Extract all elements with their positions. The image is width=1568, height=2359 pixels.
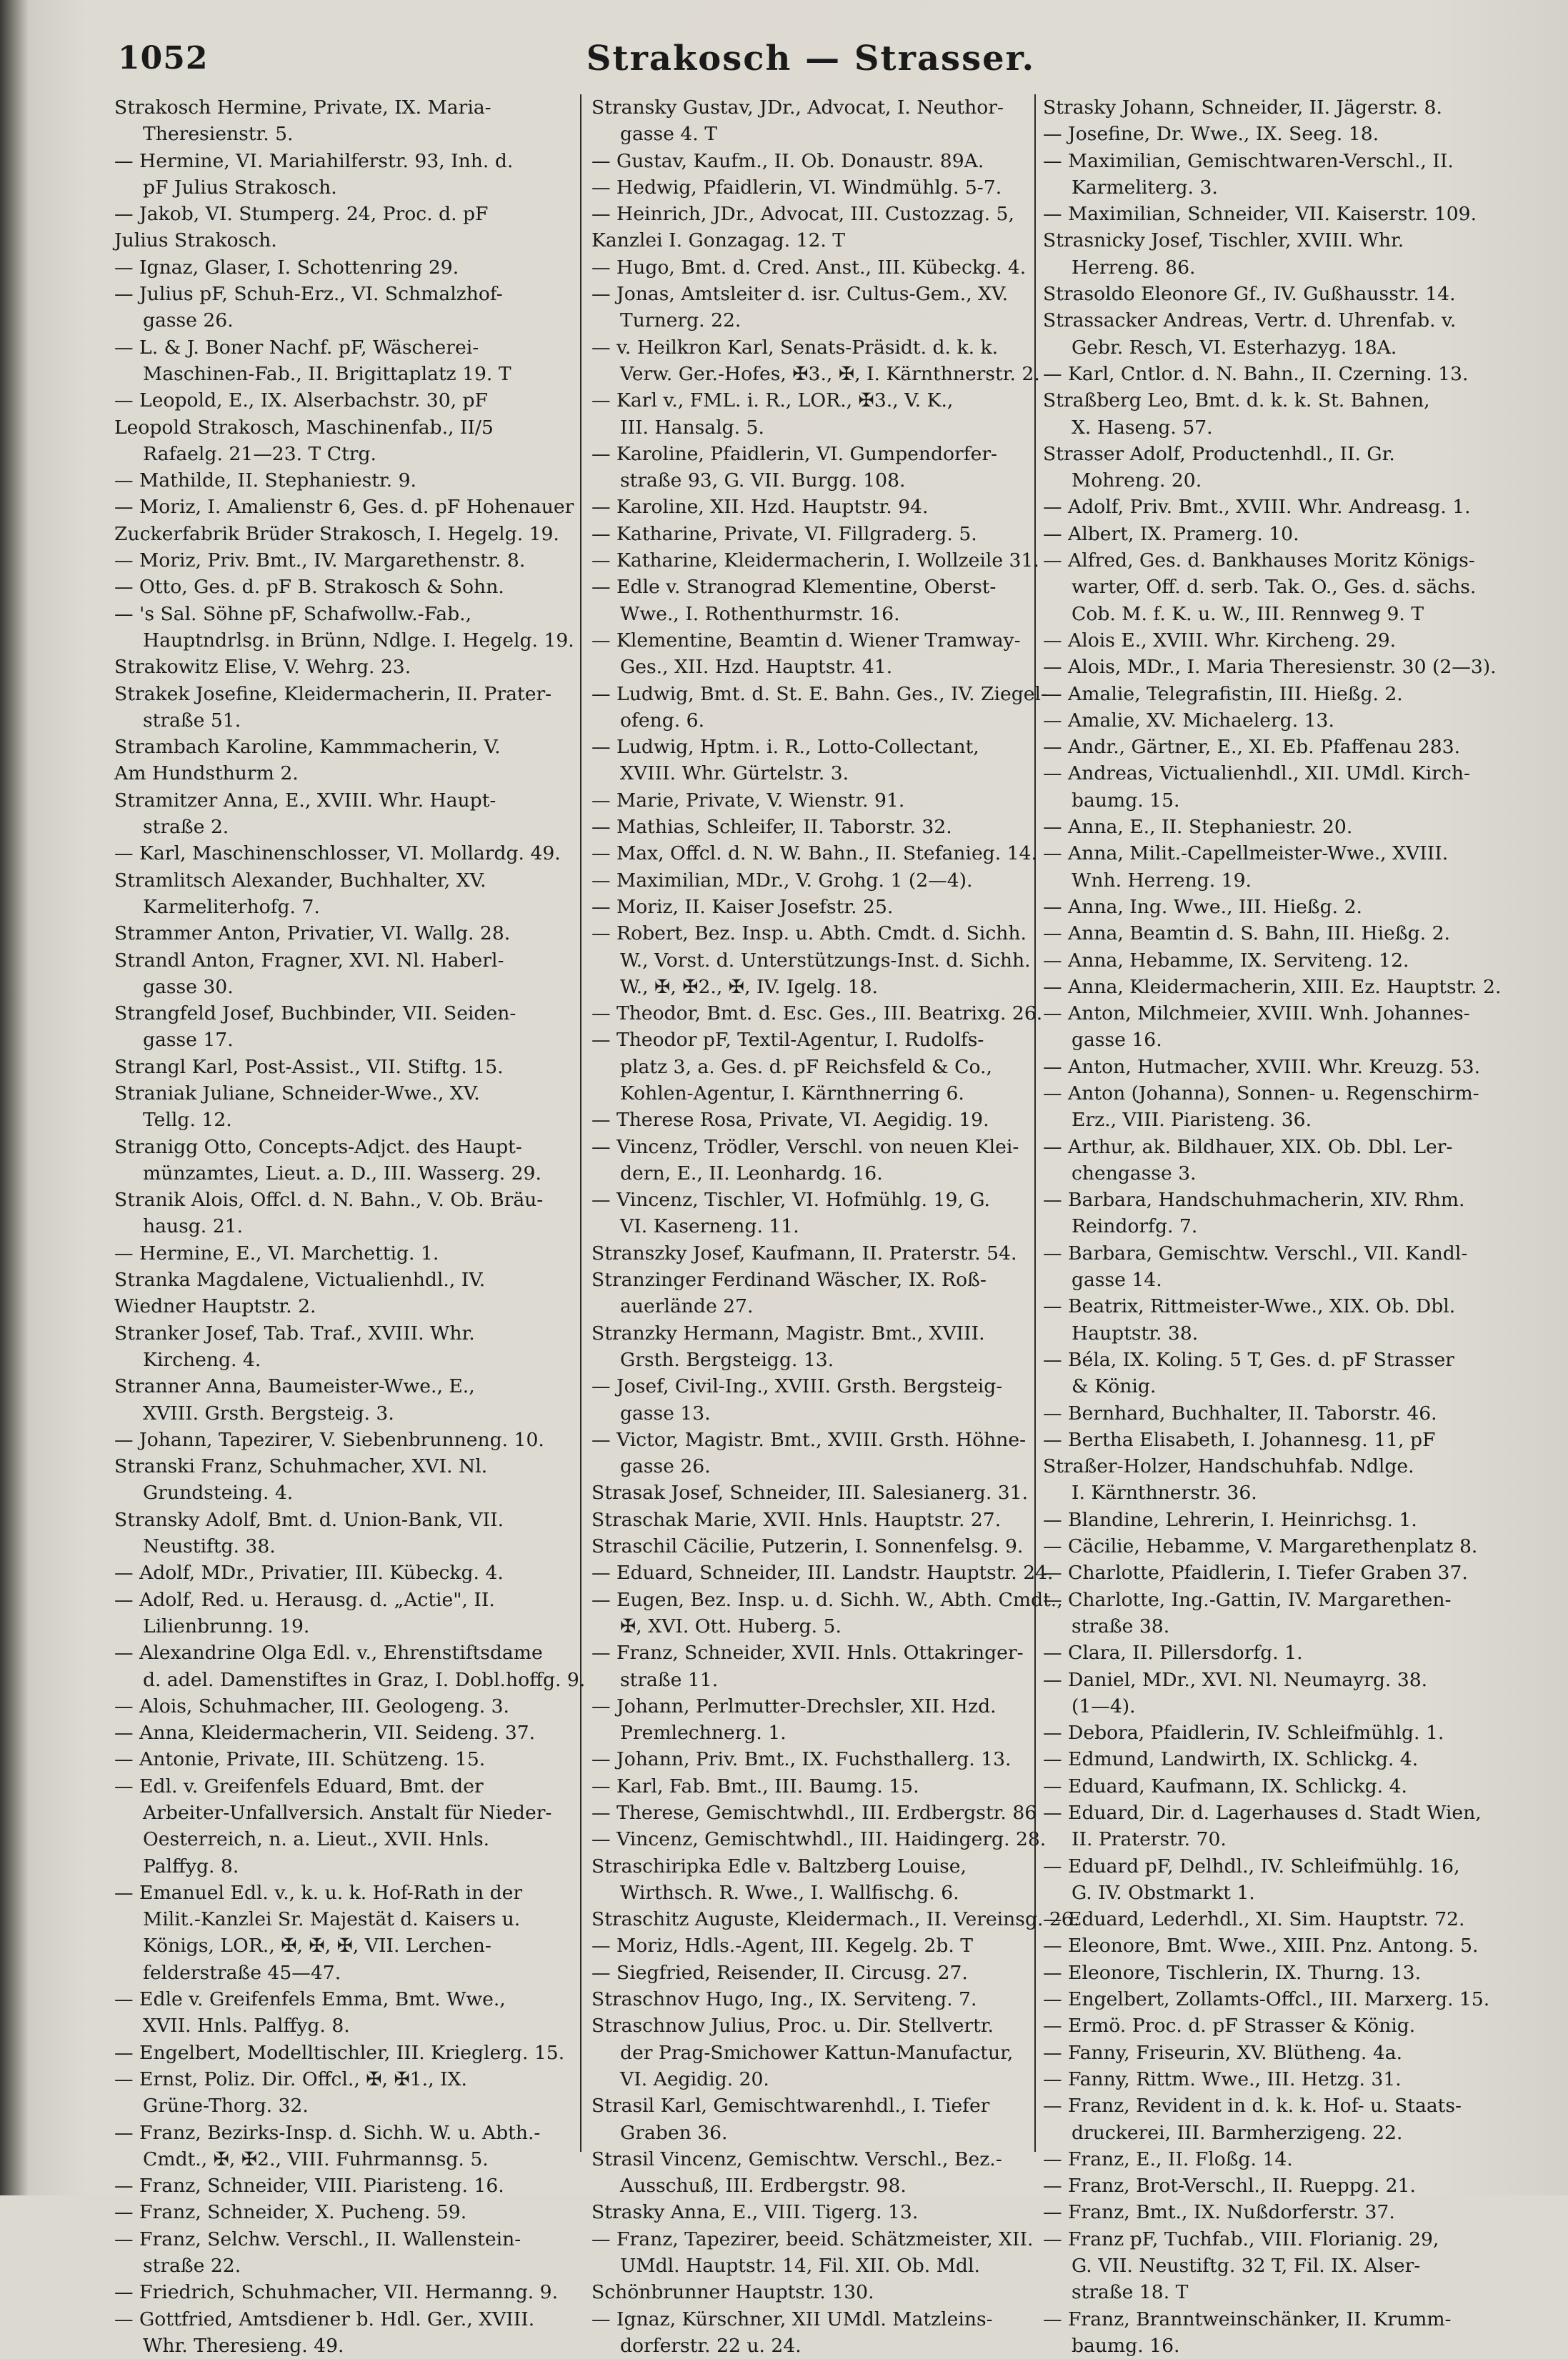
directory-entry-line: Kircheng. 4.	[143, 1348, 261, 1371]
directory-entry-line: — Albert, IX. Pramerg. 10.	[1043, 522, 1299, 545]
directory-entry-line: — Victor, Magistr. Bmt., XVIII. Grsth. Höhne-	[591, 1428, 1027, 1451]
directory-entry-line: & König.	[1072, 1375, 1157, 1398]
directory-entry-line: Neustiftg. 38.	[143, 1535, 276, 1558]
directory-entry-line: Cmdt., ✠, ✠2., VIII. Fuhrmannsg. 5.	[143, 2148, 489, 2170]
directory-entry-line: — Andr., Gärtner, E., XI. Eb. Pfaffenau 283.	[1043, 736, 1461, 759]
directory-entry-line: Wnh. Herreng. 19.	[1072, 869, 1252, 892]
directory-entry-line: — Adolf, MDr., Privatier, III. Kübeckg. 4.	[114, 1562, 504, 1585]
directory-entry-line: Grüne-Thorg. 32.	[143, 2095, 309, 2118]
directory-entry-line: — Hedwig, Pfaidlerin, VI. Windmühlg. 5-7.	[591, 176, 1002, 199]
directory-entry-line: — Alfred, Ges. d. Bankhauses Moritz Königs-	[1043, 549, 1475, 572]
directory-entry-line: Königs, LOR., ✠, ✠, ✠, VII. Lerchen-	[143, 1935, 491, 1957]
directory-entry-line: — Theodor, Bmt. d. Esc. Ges., III. Beatrixg. 26.	[591, 1002, 1043, 1025]
directory-entry-line: Whr. Theresieng. 49.	[143, 2334, 344, 2357]
directory-entry-line: — Fanny, Rittm. Wwe., III. Hetzg. 31.	[1043, 2068, 1402, 2090]
directory-entry-line: Stransky Adolf, Bmt. d. Union-Bank, VII.	[114, 1508, 504, 1531]
directory-entry-line: — Heinrich, JDr., Advocat, III. Custozzag. 5,	[591, 203, 1014, 226]
directory-entry-line: Stranker Josef, Tab. Traf., XVIII. Whr.	[114, 1322, 475, 1345]
directory-entry-line: — Franz, Schneider, XVII. Hnls. Ottakringer-	[591, 1642, 1024, 1665]
directory-entry-line: — Fanny, Friseurin, XV. Blütheng. 4a.	[1043, 2041, 1403, 2064]
directory-entry-line: Maschinen-Fab., II. Brigittaplatz 19. T	[143, 362, 511, 385]
directory-entry-line: Strakosch Hermine, Private, IX. Maria-	[114, 96, 491, 119]
directory-entry-line: — Gustav, Kaufm., II. Ob. Donaustr. 89A.	[591, 149, 984, 172]
directory-entry-line: VI. Aegidig. 20.	[620, 2068, 769, 2090]
directory-entry-line: gasse 4. T	[620, 123, 717, 146]
directory-entry-line: Straschak Marie, XVII. Hnls. Hauptstr. 27.	[591, 1508, 1002, 1531]
directory-entry-line: — Ludwig, Bmt. d. St. E. Bahn. Ges., IV. Ziegel-	[591, 682, 1047, 705]
directory-entry-line: Oesterreich, n. a. Lieut., XVII. Hnls.	[143, 1828, 490, 1851]
directory-entry-line: Stranski Franz, Schuhmacher, XVI. Nl.	[114, 1455, 488, 1478]
directory-entry-line: — Moriz, Priv. Bmt., IV. Margarethenstr. 8.	[114, 549, 526, 572]
directory-entry-line: — Johann, Tapezirer, V. Siebenbrunneng. 10.	[114, 1428, 544, 1451]
directory-entry-line: Rafaelg. 21—23. T Ctrg.	[143, 442, 376, 465]
directory-entry-line: auerlände 27.	[620, 1295, 754, 1318]
directory-entry-line: Am Hundsthurm 2.	[114, 762, 299, 785]
directory-entry-line: — Edmund, Landwirth, IX. Schlickg. 4.	[1043, 1748, 1419, 1771]
directory-entry-line: — Johann, Priv. Bmt., IX. Fuchsthallerg. 13.	[591, 1748, 1012, 1771]
directory-entry-line: — Adolf, Red. u. Herausg. d. „Actie", II.	[114, 1588, 495, 1611]
directory-entry-line: Strasoldo Eleonore Gf., IV. Gußhausstr. 14.	[1043, 283, 1456, 306]
directory-entry-line: W., Vorst. d. Unterstützungs-Inst. d. Sichh.	[620, 949, 1031, 972]
directory-entry-line: — Anna, E., II. Stephaniestr. 20.	[1043, 816, 1353, 839]
directory-entry-line: Schönbrunner Hauptstr. 130.	[591, 2281, 874, 2304]
directory-entry-line: — Edl. v. Greifenfels Eduard, Bmt. der	[114, 1775, 484, 1797]
directory-entry-line: — Anton, Milchmeier, XVIII. Wnh. Johannes-	[1043, 1002, 1470, 1025]
directory-entry-line: — Engelbert, Modelltischler, III. Krieglerg. 15.	[114, 2041, 565, 2064]
directory-entry-line: felderstraße 45—47.	[143, 1961, 341, 1984]
directory-entry-line: W., ✠, ✠2., ✠, IV. Igelg. 18.	[620, 975, 878, 998]
directory-entry-line: III. Hansalg. 5.	[620, 416, 764, 439]
directory-entry-line: G. VII. Neustiftg. 32 T, Fil. IX. Alser-	[1072, 2255, 1421, 2278]
directory-entry-line: — Anna, Beamtin d. S. Bahn, III. Hießg. 2.	[1043, 922, 1450, 945]
directory-entry-line: gasse 30.	[143, 975, 234, 998]
directory-column-2	[591, 94, 1080, 2357]
directory-entry-line: Karmeliterhofg. 7.	[143, 895, 320, 918]
directory-entry-line: — Andreas, Victualienhdl., XII. UMdl. Kirch-	[1043, 762, 1470, 785]
directory-entry-line: Julius Strakosch.	[114, 229, 277, 252]
directory-entry-line: — Karl v., FML. i. R., LOR., ✠3., V. K.,	[591, 389, 954, 412]
directory-entry-line: — Siegfried, Reisender, II. Circusg. 27.	[591, 1961, 968, 1984]
directory-entry-line: — L. & J. Boner Nachf. pF, Wäscherei-	[114, 336, 479, 359]
directory-entry-line: Stramlitsch Alexander, Buchhalter, XV.	[114, 869, 486, 892]
directory-entry-line: Stramitzer Anna, E., XVIII. Whr. Haupt-	[114, 789, 496, 812]
directory-entry-line: straße 38.	[1072, 1615, 1170, 1637]
directory-entry-line: — Blandine, Lehrerin, I. Heinrichsg. 1.	[1043, 1508, 1417, 1531]
directory-entry-line: XVIII. Grsth. Bergsteig. 3.	[143, 1402, 394, 1425]
directory-entry-line: — Emanuel Edl. v., k. u. k. Hof-Rath in der	[114, 1881, 523, 1904]
directory-entry-line: Erz., VIII. Piaristeng. 36.	[1072, 1109, 1312, 1132]
directory-entry-line: — Ernst, Poliz. Dir. Offcl., ✠, ✠1., IX.	[114, 2068, 467, 2090]
directory-entry-line: — Mathilde, II. Stephaniestr. 9.	[114, 469, 416, 492]
directory-entry-line: Strasnicky Josef, Tischler, XVIII. Whr.	[1043, 229, 1404, 252]
directory-entry-line: — Alois, Schuhmacher, III. Geologeng. 3.	[114, 1695, 509, 1717]
directory-entry-line: Leopold Strakosch, Maschinenfab., II/5	[114, 416, 494, 439]
directory-entry-line: Mohreng. 20.	[1072, 469, 1202, 492]
directory-entry-line: Hauptstr. 38.	[1072, 1322, 1199, 1345]
directory-entry-line: — Anton, Hutmacher, XVIII. Whr. Kreuzg. 53.	[1043, 1055, 1481, 1078]
directory-entry-line: — Eduard pF, Delhdl., IV. Schleifmühlg. 16,	[1043, 1855, 1460, 1877]
directory-entry-line: straße 93, G. VII. Burgg. 108.	[620, 469, 906, 492]
directory-entry-line: — Maximilian, MDr., V. Grohg. 1 (2—4).	[591, 869, 973, 892]
directory-entry-line: — Ermö. Proc. d. pF Strasser & König.	[1043, 2015, 1416, 2038]
directory-entry-line: Strasil Vincenz, Gemischtw. Verschl., Bez.-	[591, 2148, 1002, 2170]
directory-entry-line: — Eleonore, Bmt. Wwe., XIII. Pnz. Antong. 5.	[1043, 1935, 1479, 1957]
directory-entry-line: — Clara, II. Pillersdorfg. 1.	[1043, 1642, 1303, 1665]
directory-entry-line: — Hugo, Bmt. d. Cred. Anst., III. Kübeckg. 4.	[591, 256, 1027, 279]
directory-entry-line: chengasse 3.	[1072, 1162, 1197, 1185]
directory-entry-line: (1—4).	[1072, 1695, 1136, 1717]
directory-entry-line: Strasky Anna, E., VIII. Tigerg. 13.	[591, 2201, 919, 2224]
directory-entry-line: Stranik Alois, Offcl. d. N. Bahn., V. Ob. Bräu-	[114, 1189, 544, 1212]
directory-entry-line: — Karl, Cntlor. d. N. Bahn., II. Czerning. 13.	[1043, 362, 1469, 385]
directory-entry-line: — Charlotte, Pfaidlerin, I. Tiefer Graben 37.	[1043, 1562, 1468, 1585]
directory-entry-line: — Engelbert, Zollamts-Offcl., III. Marxerg. 15.	[1043, 1988, 1490, 2011]
directory-entry-line: baumg. 16.	[1072, 2334, 1180, 2357]
page-number: 1052	[118, 40, 209, 76]
directory-entry-line: — Alexandrine Olga Edl. v., Ehrenstiftsdame	[114, 1642, 543, 1665]
column-divider	[580, 94, 581, 2152]
directory-entry-line: Gebr. Resch, VI. Esterhazyg. 18A.	[1072, 336, 1397, 359]
directory-entry-line: — Anna, Kleidermacherin, VII. Seideng. 37.	[114, 1722, 536, 1745]
directory-entry-line: Stranszky Josef, Kaufmann, II. Praterstr. 54.	[591, 1242, 1017, 1265]
directory-entry-line: — Eugen, Bez. Insp. u. d. Sichh. W., Abth. Cmdt.,	[591, 1588, 1063, 1611]
directory-entry-line: straße 51.	[143, 709, 241, 732]
directory-entry-line: — 's Sal. Söhne pF, Schafwollw.-Fab.,	[114, 602, 472, 625]
directory-entry-line: — v. Heilkron Karl, Senats-Präsidt. d. k. k.	[591, 336, 999, 359]
directory-entry-line: — Katharine, Private, VI. Fillgraderg. 5.	[591, 522, 977, 545]
directory-entry-line: — Franz, Schneider, VIII. Piaristeng. 16.	[114, 2175, 504, 2198]
directory-entry-line: — Edle v. Stranograd Klementine, Oberst-	[591, 576, 997, 599]
directory-entry-line: straße 11.	[620, 1668, 719, 1691]
directory-entry-line: Grundsteing. 4.	[143, 1482, 294, 1505]
directory-entry-line: Kohlen-Agentur, I. Kärnthnerring 6.	[620, 1082, 964, 1104]
directory-entry-line: platz 3, a. Ges. d. pF Reichsfeld & Co.,	[620, 1055, 992, 1078]
directory-entry-line: ofeng. 6.	[620, 709, 705, 732]
directory-entry-line: Stranzinger Ferdinand Wäscher, IX. Roß-	[591, 1269, 987, 1292]
directory-entry-line: — Franz, Schneider, X. Pucheng. 59.	[114, 2201, 467, 2224]
directory-entry-line: hausg. 21.	[143, 1215, 243, 1238]
directory-entry-line: — Therese, Gemischtwhdl., III. Erdbergstr. 86	[591, 1802, 1037, 1824]
directory-entry-line: — Beatrix, Rittmeister-Wwe., XIX. Ob. Dbl.	[1043, 1295, 1456, 1318]
directory-entry-line: Theresienstr. 5.	[143, 123, 294, 146]
directory-entry-line: VI. Kaserneng. 11.	[620, 1215, 799, 1238]
directory-entry-line: — Eduard, Dir. d. Lagerhauses d. Stadt Wien,	[1043, 1802, 1482, 1824]
directory-entry-line: — Bernhard, Buchhalter, II. Taborstr. 46.	[1043, 1402, 1437, 1425]
directory-entry-line: — Anna, Hebamme, IX. Serviteng. 12.	[1043, 949, 1409, 972]
directory-entry-line: Premlechnerg. 1.	[620, 1722, 787, 1745]
directory-entry-line: Herreng. 86.	[1072, 256, 1196, 279]
directory-entry-line: pF Julius Strakosch.	[143, 176, 337, 199]
directory-entry-line: — Gottfried, Amtsdiener b. Hdl. Ger., XVIII.	[114, 2308, 535, 2330]
directory-entry-line: d. adel. Damenstiftes in Graz, I. Dobl.hoffg. 9.	[143, 1668, 586, 1691]
directory-entry-line: — Mathias, Schleifer, II. Taborstr. 32.	[591, 816, 952, 839]
directory-entry-line: gasse 26.	[620, 1455, 711, 1478]
directory-entry-line: — Franz, Bezirks-Insp. d. Sichh. W. u. Abth.-	[114, 2121, 541, 2144]
directory-entry-line: Strasak Josef, Schneider, III. Salesianerg. 31.	[591, 1482, 1029, 1505]
directory-entry-line: gasse 17.	[143, 1029, 234, 1052]
directory-entry-line: — Julius pF, Schuh-Erz., VI. Schmalzhof-	[114, 283, 503, 306]
directory-entry-line: Stranzky Hermann, Magistr. Bmt., XVIII.	[591, 1322, 985, 1345]
directory-entry-line: der Prag-Smichower Kattun-Manufactur,	[620, 2041, 1014, 2064]
directory-entry-line: — Otto, Ges. d. pF B. Strakosch & Sohn.	[114, 576, 504, 599]
directory-entry-line: Cob. M. f. K. u. W., III. Rennweg 9. T	[1072, 602, 1424, 625]
directory-entry-line: — Anton (Johanna), Sonnen- u. Regenschirm-	[1043, 1082, 1479, 1104]
directory-entry-line: — Franz pF, Tuchfab., VIII. Florianig. 29,	[1043, 2228, 1439, 2250]
directory-entry-line: Stranka Magdalene, Victualienhdl., IV.	[114, 1269, 486, 1292]
directory-entry-line: Strammer Anton, Privatier, VI. Wallg. 28.	[114, 922, 511, 945]
directory-entry-line: I. Kärnthnerstr. 36.	[1072, 1482, 1257, 1505]
directory-entry-line: — Josefine, Dr. Wwe., IX. Seeg. 18.	[1043, 123, 1379, 146]
directory-entry-line: Straniak Juliane, Schneider-Wwe., XV.	[114, 1082, 480, 1104]
directory-entry-line: Milit.-Kanzlei Sr. Majestät d. Kaisers u.	[143, 1908, 521, 1931]
directory-entry-line: Strassacker Andreas, Vertr. d. Uhrenfab. v.	[1043, 309, 1457, 332]
directory-entry-line: — Arthur, ak. Bildhauer, XIX. Ob. Dbl. Ler-	[1043, 1135, 1453, 1158]
directory-entry-line: — Josef, Civil-Ing., XVIII. Grsth. Bergsteig-	[591, 1375, 1003, 1398]
directory-entry-line: münzamtes, Lieut. a. D., III. Wasserg. 29.	[143, 1162, 541, 1185]
directory-entry-line: — Maximilian, Gemischtwaren-Verschl., II.	[1043, 149, 1454, 172]
directory-entry-line: — Katharine, Kleidermacherin, I. Wollzeile 31.	[591, 549, 1039, 572]
directory-entry-line: — Maximilian, Schneider, VII. Kaiserstr. 109.	[1043, 203, 1477, 226]
page-title: Strakosch — Strasser.	[586, 39, 1036, 79]
directory-entry-line: Strakowitz Elise, V. Wehrg. 23.	[114, 656, 411, 679]
directory-entry-line: Palffyg. 8.	[143, 1855, 239, 1877]
directory-entry-line: Wirthsch. R. Wwe., I. Wallfischg. 6.	[620, 1881, 959, 1904]
directory-entry-line: Strandl Anton, Fragner, XVI. Nl. Haberl-	[114, 949, 504, 972]
directory-entry-line: — Moriz, I. Amalienstr 6, Ges. d. pF Hohenauer	[114, 496, 574, 519]
directory-column-3	[1043, 94, 1502, 2357]
directory-entry-line: Straschitz Auguste, Kleidermach., II. Vereinsg. 26.	[591, 1908, 1080, 1931]
directory-entry-line: — Jakob, VI. Stumperg. 24, Proc. d. pF	[114, 203, 489, 226]
directory-entry-line: ✠, XVI. Ott. Huberg. 5.	[620, 1615, 842, 1637]
directory-entry-line: Stransky Gustav, JDr., Advocat, I. Neuthor-	[591, 96, 1004, 119]
directory-entry-line: — Franz, Brot-Verschl., II. Rueppg. 21.	[1043, 2175, 1416, 2198]
directory-entry-line: — Therese Rosa, Private, VI. Aegidig. 19.	[591, 1109, 989, 1132]
directory-entry-line: Strangl Karl, Post-Assist., VII. Stiftg. 15.	[114, 1055, 504, 1078]
directory-entry-line: — Adolf, Priv. Bmt., XVIII. Whr. Andreasg. 1.	[1043, 496, 1471, 519]
directory-entry-line: gasse 14.	[1072, 1269, 1162, 1292]
directory-entry-line: — Vincenz, Tischler, VI. Hofmühlg. 19, G.	[591, 1189, 991, 1212]
directory-entry-line: Straschiripka Edle v. Baltzberg Louise,	[591, 1855, 967, 1877]
directory-entry-line: — Ignaz, Kürschner, XII UMdl. Matzleins-	[591, 2308, 993, 2330]
directory-entry-line: Straschnov Hugo, Ing., IX. Serviteng. 7.	[591, 1988, 977, 2011]
directory-entry-line: gasse 13.	[620, 1402, 711, 1425]
directory-entry-line: — Debora, Pfaidlerin, IV. Schleifmühlg. 1.	[1043, 1722, 1444, 1745]
directory-entry-line: gasse 26.	[143, 309, 234, 332]
directory-entry-line: Hauptndrlsg. in Brünn, Ndlge. I. Hegelg. 19.	[143, 629, 574, 652]
directory-entry-line: — Moriz, II. Kaiser Josefstr. 25.	[591, 895, 894, 918]
directory-entry-line: — Franz, Selchw. Verschl., II. Wallenstein-	[114, 2228, 521, 2250]
directory-entry-line: Straßer-Holzer, Handschuhfab. Ndlge.	[1043, 1455, 1414, 1478]
directory-entry-line: — Edle v. Greifenfels Emma, Bmt. Wwe.,	[114, 1988, 506, 2011]
directory-entry-line: — Johann, Perlmutter-Drechsler, XII. Hzd.	[591, 1695, 997, 1717]
directory-entry-line: — Marie, Private, V. Wienstr. 91.	[591, 789, 905, 812]
directory-entry-line: — Hermine, E., VI. Marchettig. 1.	[114, 1242, 439, 1265]
directory-entry-line: Graben 36.	[620, 2121, 728, 2144]
directory-entry-line: — Charlotte, Ing.-Gattin, IV. Margarethen-	[1043, 1588, 1452, 1611]
directory-entry-line: straße 2.	[143, 816, 229, 839]
directory-entry-line: gasse 16.	[1072, 1029, 1162, 1052]
directory-entry-line: XVIII. Whr. Gürtelstr. 3.	[620, 762, 849, 785]
directory-entry-line: — Ignaz, Glaser, I. Schottenring 29.	[114, 256, 459, 279]
directory-entry-line: — Hermine, VI. Mariahilferstr. 93, Inh. d.	[114, 149, 514, 172]
directory-entry-line: — Franz, Tapezirer, beeid. Schätzmeister, XII.	[591, 2228, 1034, 2250]
directory-entry-line: Strasil Karl, Gemischtwarenhdl., I. Tiefer	[591, 2095, 990, 2118]
directory-entry-line: — Robert, Bez. Insp. u. Abth. Cmdt. d. Sichh.	[591, 922, 1027, 945]
directory-entry-line: — Amalie, XV. Michaelerg. 13.	[1043, 709, 1334, 732]
directory-entry-line: Strambach Karoline, Kammmacherin, V.	[114, 736, 501, 759]
directory-entry-line: — Franz, Branntweinschänker, II. Krumm-	[1043, 2308, 1452, 2330]
directory-entry-line: — Eduard, Schneider, III. Landstr. Hauptstr. 24.	[591, 1562, 1054, 1585]
directory-entry-line: — Eduard, Kaufmann, IX. Schlickg. 4.	[1043, 1775, 1407, 1797]
directory-entry-line: Straschil Cäcilie, Putzerin, I. Sonnenfelsg. 9.	[591, 1535, 1024, 1558]
directory-entry-line: — Karoline, XII. Hzd. Hauptstr. 94.	[591, 496, 929, 519]
directory-entry-line: — Karoline, Pfaidlerin, VI. Gumpendorfer-	[591, 442, 998, 465]
directory-entry-line: — Barbara, Gemischtw. Verschl., VII. Kandl-	[1043, 1242, 1468, 1265]
directory-entry-line: — Klementine, Beamtin d. Wiener Tramway-	[591, 629, 1021, 652]
directory-entry-line: — Amalie, Telegrafistin, III. Hießg. 2.	[1043, 682, 1403, 705]
directory-entry-line: Wwe., I. Rothenthurmstr. 16.	[620, 602, 900, 625]
directory-entry-line: — Vincenz, Gemischtwhdl., III. Haidingerg. 28.	[591, 1828, 1047, 1851]
directory-entry-line: Grsth. Bergsteigg. 13.	[620, 1348, 834, 1371]
directory-entry-line: — Moriz, Hdls.-Agent, III. Kegelg. 2b. T	[591, 1935, 974, 1957]
directory-entry-line: druckerei, III. Barmherzigeng. 22.	[1072, 2121, 1403, 2144]
directory-entry-line: — Antonie, Private, III. Schützeng. 15.	[114, 1748, 486, 1771]
directory-entry-line: Straßberg Leo, Bmt. d. k. k. St. Bahnen,	[1043, 389, 1430, 412]
directory-entry-line: — Franz, Revident in d. k. k. Hof- u. Staats-	[1043, 2095, 1462, 2118]
directory-entry-line: — Barbara, Handschuhmacherin, XIV. Rhm.	[1043, 1189, 1465, 1212]
directory-entry-line: Strasser Adolf, Productenhdl., II. Gr.	[1043, 442, 1395, 465]
directory-entry-line: — Jonas, Amtsleiter d. isr. Cultus-Gem., XV.	[591, 283, 1009, 306]
directory-entry-line: Stranigg Otto, Concepts-Adjct. des Haupt-	[114, 1135, 522, 1158]
page-header	[111, 34, 1511, 91]
directory-entry-line: — Friedrich, Schuhmacher, VII. Hermanng. 9.	[114, 2281, 559, 2304]
directory-entry-line: — Franz, Bmt., IX. Nußdorferstr. 37.	[1043, 2201, 1395, 2224]
directory-entry-line: XVII. Hnls. Palffyg. 8.	[143, 2015, 350, 2038]
directory-entry-line: Lilienbrunng. 19.	[143, 1615, 310, 1637]
directory-entry-line: — Bertha Elisabeth, I. Johannesg. 11, pF	[1043, 1428, 1436, 1451]
directory-entry-line: Wiedner Hauptstr. 2.	[114, 1295, 316, 1318]
directory-entry-line: — Béla, IX. Koling. 5 T, Ges. d. pF Strasser	[1043, 1348, 1454, 1371]
directory-entry-line: straße 18. T	[1072, 2281, 1189, 2304]
directory-entry-line: UMdl. Hauptstr. 14, Fil. XII. Ob. Mdl.	[620, 2255, 980, 2278]
directory-entry-line: — Franz, E., II. Floßg. 14.	[1043, 2148, 1293, 2170]
directory-column-1	[114, 94, 586, 2357]
directory-entry-line: — Vincenz, Trödler, Verschl. von neuen Klei-	[591, 1135, 1019, 1158]
directory-entry-line: — Daniel, MDr., XVI. Nl. Neumayrg. 38.	[1043, 1668, 1428, 1691]
directory-entry-line: Zuckerfabrik Brüder Strakosch, I. Hegelg. 19.	[114, 522, 559, 545]
directory-entry-line: — Anna, Milit.-Capellmeister-Wwe., XVIII.	[1043, 842, 1449, 865]
directory-entry-line: G. IV. Obstmarkt 1.	[1072, 1881, 1255, 1904]
directory-entry-line: II. Praterstr. 70.	[1072, 1828, 1227, 1851]
directory-entry-line: Stranner Anna, Baumeister-Wwe., E.,	[114, 1375, 475, 1398]
directory-entry-line: straße 22.	[143, 2255, 241, 2278]
directory-entry-line: — Leopold, E., IX. Alserbachstr. 30, pF	[114, 389, 489, 412]
directory-entry-line: dern, E., II. Leonhardg. 16.	[620, 1162, 883, 1185]
directory-entry-line: — Theodor pF, Textil-Agentur, I. Rudolfs-	[591, 1029, 984, 1052]
directory-entry-line: — Anna, Kleidermacherin, XIII. Ez. Hauptstr. 2.	[1043, 975, 1502, 998]
directory-entry-line: Ausschuß, III. Erdbergstr. 98.	[620, 2175, 907, 2198]
directory-entry-line: — Alois E., XVIII. Whr. Kircheng. 29.	[1043, 629, 1397, 652]
directory-entry-line: warter, Off. d. serb. Tak. O., Ges. d. sächs.	[1072, 576, 1477, 599]
directory-entry-line: Tellg. 12.	[143, 1109, 232, 1132]
directory-entry-line: X. Haseng. 57.	[1072, 416, 1213, 439]
directory-entry-line: — Ludwig, Hptm. i. R., Lotto-Collectant,	[591, 736, 979, 759]
directory-entry-line: — Anna, Ing. Wwe., III. Hießg. 2.	[1043, 895, 1362, 918]
directory-entry-line: — Karl, Maschinenschlosser, VI. Mollardg. 49.	[114, 842, 561, 865]
directory-entry-line: Straschnow Julius, Proc. u. Dir. Stellvertr.	[591, 2015, 994, 2038]
directory-entry-line: baumg. 15.	[1072, 789, 1180, 812]
directory-entry-line: Strangfeld Josef, Buchbinder, VII. Seiden-	[114, 1002, 516, 1025]
directory-entry-line: — Eleonore, Tischlerin, IX. Thurng. 13.	[1043, 1961, 1422, 1984]
directory-entry-line: — Max, Offcl. d. N. W. Bahn., II. Stefanieg. 14.	[591, 842, 1037, 865]
directory-entry-line: Strakek Josefine, Kleidermacherin, II. Prater-	[114, 682, 552, 705]
directory-entry-line: Turnerg. 22.	[620, 309, 741, 332]
directory-entry-line: — Alois, MDr., I. Maria Theresienstr. 30 (2—3).	[1043, 656, 1497, 679]
directory-entry-line: Kanzlei I. Gonzagag. 12. T	[591, 229, 846, 252]
directory-entry-line: — Cäcilie, Hebamme, V. Margarethenplatz 8.	[1043, 1535, 1478, 1558]
directory-entry-line: dorferstr. 22 u. 24.	[620, 2334, 802, 2357]
directory-entry-line: Arbeiter-Unfallversich. Anstalt für Nieder-	[143, 1802, 552, 1824]
directory-entry-line: — Karl, Fab. Bmt., III. Baumg. 15.	[591, 1775, 919, 1797]
directory-entry-line: Karmeliterg. 3.	[1072, 176, 1218, 199]
directory-entry-line: Reindorfg. 7.	[1072, 1215, 1198, 1238]
directory-entry-line: Ges., XII. Hzd. Hauptstr. 41.	[620, 656, 893, 679]
directory-entry-line: — Eduard, Lederhdl., XI. Sim. Hauptstr. 72.	[1043, 1908, 1465, 1931]
directory-entry-line: Verw. Ger.-Hofes, ✠3., ✠, I. Kärnthnerstr. 2.	[620, 362, 1040, 385]
directory-entry-line: Strasky Johann, Schneider, II. Jägerstr. 8.	[1043, 96, 1442, 119]
